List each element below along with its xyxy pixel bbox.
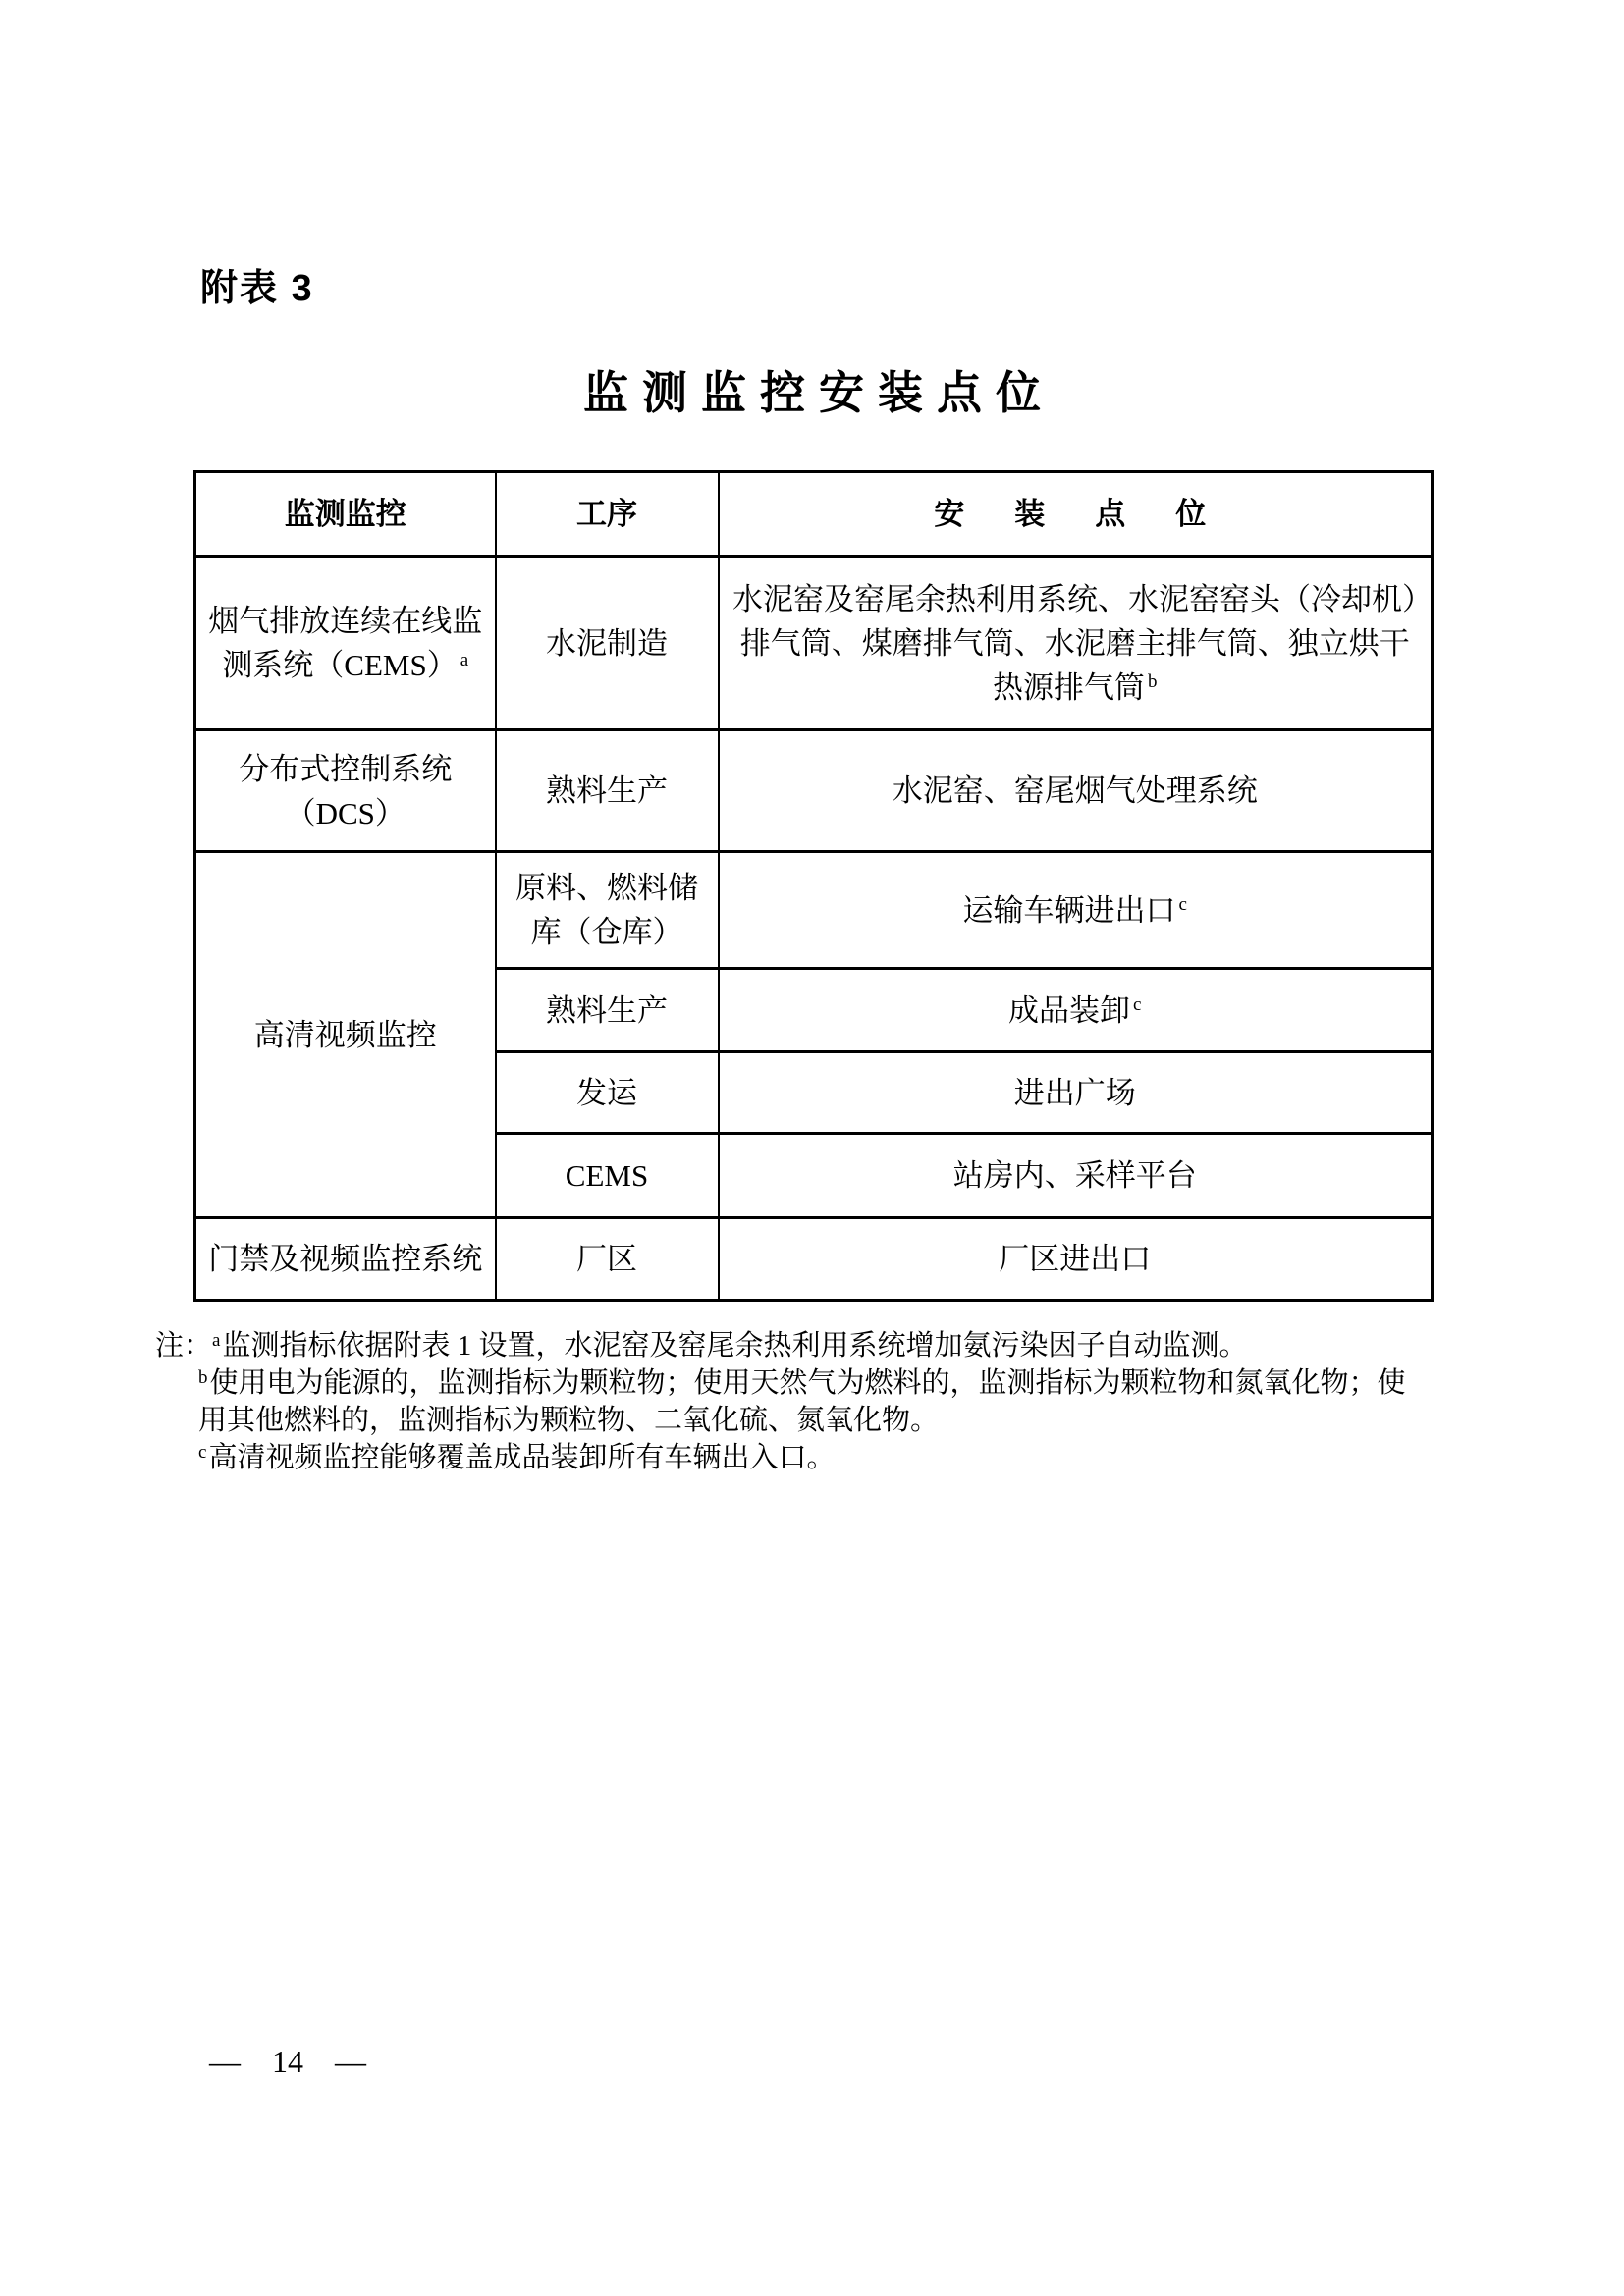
header-location: 安 装 点 位: [719, 472, 1433, 557]
footnote-b-text: 使用电为能源的，监测指标为颗粒物；使用天然气为燃料的，监测指标为颗粒物和氮氧化物；使用其他燃料的，监测指标为颗粒物、二氧化硫、氮氧化物。: [198, 1367, 1406, 1436]
monitoring-points-table: [193, 470, 1434, 1302]
cell-access-process: 厂区: [496, 1218, 719, 1301]
notes-prefix: 注：: [155, 1330, 213, 1362]
video2-location-text: 成品装卸: [1008, 992, 1131, 1028]
cell-video3-location: 进出广场: [719, 1052, 1433, 1134]
cell-video2-location: 成品装卸 c: [719, 969, 1433, 1052]
cell-cems-process: 水泥制造: [496, 557, 719, 730]
table-row-access: [195, 1218, 1433, 1301]
cell-video4-location: 站房内、采样平台: [719, 1134, 1433, 1218]
annex-label: 附表 3: [200, 268, 314, 309]
footnote-b: b使用电为能源的，监测指标为颗粒物；使用天然气为燃料的，监测指标为颗粒物和氮氧化物；使用其他燃料的，监测指标为颗粒物、二氧化硫、氮氧化物。: [198, 1366, 1406, 1436]
cell-video1-location: 运输车辆进出口 c: [719, 852, 1433, 969]
cell-video4-process: CEMS: [496, 1134, 719, 1218]
cell-dcs-process: 熟料生产: [496, 730, 719, 852]
page-title: 监测监控安装点位: [583, 367, 1055, 418]
cell-video1-process: 原料、燃料储库（仓库）: [496, 852, 719, 969]
cell-dcs-monitoring: 分布式控制系统（DCS）: [195, 730, 496, 852]
table-row-dcs: [195, 730, 1433, 852]
cell-video2-process: 熟料生产: [496, 969, 719, 1052]
header-monitoring: 监测监控: [195, 472, 496, 557]
cems-monitoring-text: 烟气排放连续在线监测系统（CEMS）: [208, 604, 483, 682]
footnote-c: c高清视频监控能够覆盖成品装卸所有车辆出入口。: [198, 1441, 836, 1473]
footnote-a: 注：a监测指标依据附表 1 设置，水泥窑及窑尾余热利用系统增加氨污染因子自动监测。: [155, 1329, 1248, 1362]
cell-cems-monitoring: 烟气排放连续在线监测系统（CEMS） a: [195, 557, 496, 730]
footnotes: [155, 1327, 1441, 1476]
cell-dcs-location: 水泥窑、窑尾烟气处理系统: [719, 730, 1433, 852]
cell-video3-process: 发运: [496, 1052, 719, 1134]
page-number: — 14 —: [209, 2044, 366, 2079]
cell-cems-location: 水泥窑及窑尾余热利用系统、水泥窑窑头（冷却机）排气筒、煤磨排气筒、水泥磨主排气筒、独立烘干热源排气筒 b: [719, 557, 1433, 730]
header-process: 工序: [496, 472, 719, 557]
cell-access-monitoring: 门禁及视频监控系统: [195, 1218, 496, 1301]
table-row-cems: [195, 557, 1433, 730]
cell-video-monitoring: 高清视频监控: [195, 852, 496, 1218]
cell-access-location: 厂区进出口: [719, 1218, 1433, 1301]
table-header-row: [195, 472, 1433, 557]
table-row-video-1: [195, 852, 1433, 969]
video1-location-text: 运输车辆进出口: [962, 892, 1176, 928]
footnote-a-text: 监测指标依据附表 1 设置，水泥窑及窑尾余热利用系统增加氨污染因子自动监测。: [222, 1330, 1248, 1362]
footnote-c-text: 高清视频监控能够覆盖成品装卸所有车辆出入口。: [208, 1442, 836, 1473]
cems-location-text: 水泥窑及窑尾余热利用系统、水泥窑窑头（冷却机）排气筒、煤磨排气筒、水泥磨主排气筒、独立烘干热源排气筒: [732, 581, 1418, 705]
